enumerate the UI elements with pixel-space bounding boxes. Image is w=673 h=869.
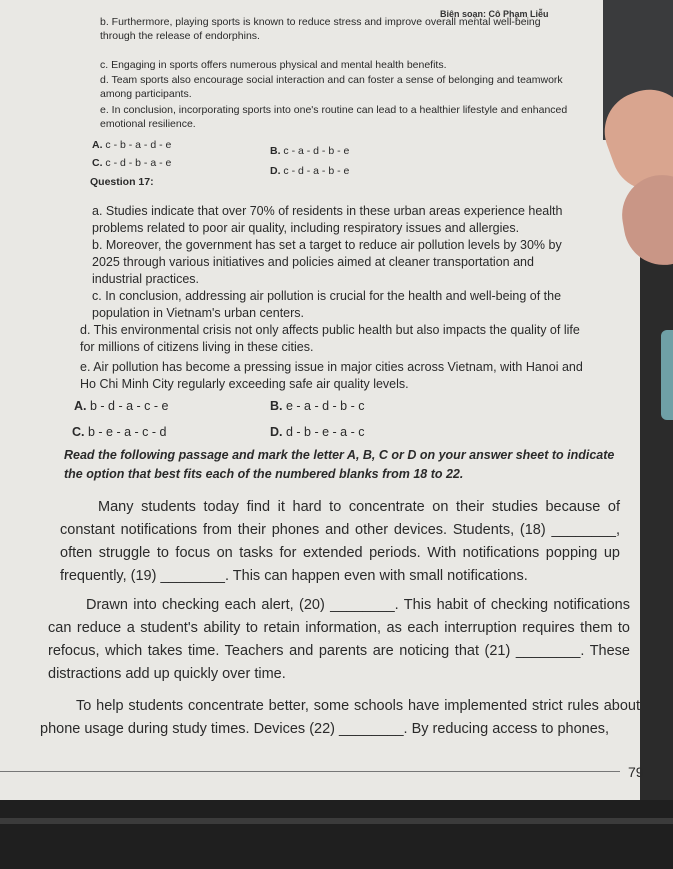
q16-item-c: c. Engaging in sports offers numerous physical and mental health benefits. xyxy=(100,59,447,71)
q16-option-b[interactable]: B. c - a - d - b - e xyxy=(270,145,350,157)
passage-paragraph-1: Many students today find it hard to concentrate on their studies because of constant notifications from their phones and other devices. Students, (18) ________, often struggle to focus on tasks for extended periods. With notifications popping up frequently, (19) ________. This can happen even with small notifications. xyxy=(60,499,620,584)
q16-option-c[interactable]: C. c - d - b - a - e xyxy=(92,157,172,169)
question-17-title: Question 17: xyxy=(90,176,154,188)
q17-item-b: b. Moreover, the government has set a target to reduce air pollution levels by 30% by 2025 through various initiatives and policies aimed at cleaner transportation and industrial practices. xyxy=(92,238,562,286)
q16-item-b: b. Furthermore, playing sports is known to reduce stress and improve overall mental well-being through the release of endorphins. xyxy=(100,16,541,42)
q17-option-c[interactable]: C. b - e - a - c - d xyxy=(72,425,167,439)
q17-item-a: a. Studies indicate that over 70% of residents in these urban areas experience health problems related to poor air quality, including respiratory issues and allergies. xyxy=(92,204,563,235)
footer-divider xyxy=(0,771,620,772)
desk-edge xyxy=(0,800,673,869)
q16-option-d[interactable]: D. c - d - a - b - e xyxy=(270,165,350,177)
author-note: Biên soạn: Cô Phạm Liễu xyxy=(440,9,549,19)
q16-item-d: d. Team sports also encourage social interaction and can foster a sense of belonging and teamwork among participants. xyxy=(100,74,563,100)
teal-object xyxy=(661,330,673,420)
q16-item-e: e. In conclusion, incorporating sports into one's routine can lead to a healthier lifestyle and enhanced emotional resilience. xyxy=(100,104,568,130)
q17-item-c: c. In conclusion, addressing air pollution is crucial for the health and well-being of the population in Vietnam's urban centers. xyxy=(92,289,562,320)
q17-option-a[interactable]: A. b - d - a - c - e xyxy=(74,399,169,413)
passage-paragraph-3: To help students concentrate better, some schools have implemented strict rules about phone usage during study times. Devices (22) ________. By reducing access to phones, xyxy=(40,698,640,737)
passage-paragraph-2: Drawn into checking each alert, (20) ________. This habit of checking notifications can reduce a student's ability to retain information, as each interruption requires them to refocus, which takes time. Teachers and parents are noticing that (21) ________. These distractions add up quickly over time. xyxy=(48,597,630,682)
q17-item-d: d. This environmental crisis not only affects public health but also impacts the quality of life for millions of citizens living in these cities. xyxy=(80,323,580,354)
q17-option-b[interactable]: B. e - a - d - b - c xyxy=(270,399,365,413)
page-number: 79 xyxy=(628,764,644,780)
q16-option-a[interactable]: A. c - b - a - d - e xyxy=(92,139,172,151)
reading-instruction: Read the following passage and mark the letter A, B, C or D on your answer sheet to indicate the option that best fits each of the numbered blanks from 18 to 22. xyxy=(64,448,615,481)
q17-option-d[interactable]: D. d - b - e - a - c xyxy=(270,425,365,439)
desk-stripe xyxy=(0,818,673,824)
q17-item-e: e. Air pollution has become a pressing issue in major cities across Vietnam, with Hanoi and Ho Chi Minh City regularly exceeding safe air quality levels. xyxy=(80,360,583,391)
